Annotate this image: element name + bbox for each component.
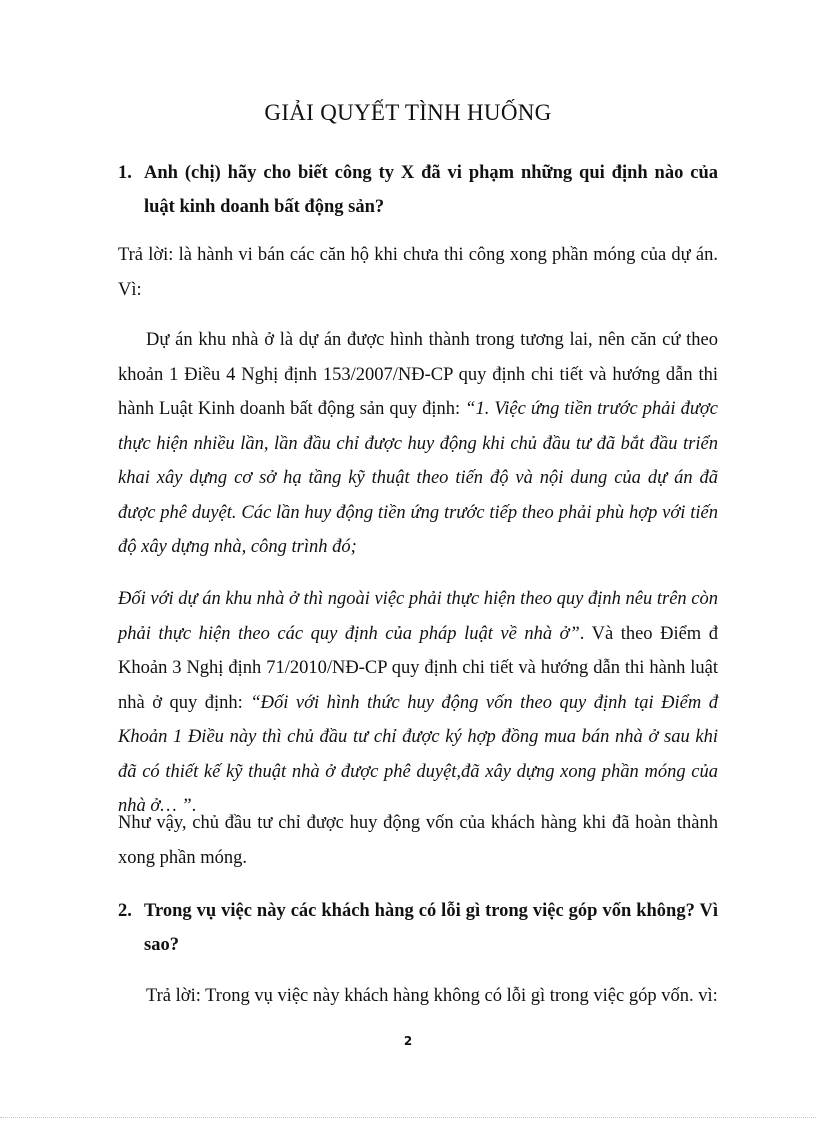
question-2-heading [118, 894, 718, 962]
question-1-text: Anh (chị) hãy cho biết công ty X đã vi phạm những qui định nào của luật kinh doanh bất động sản? [144, 163, 718, 217]
answer-2-intro: Trả lời: Trong vụ việc này khách hàng không có lỗi gì trong việc góp vốn. vì: [146, 986, 718, 1006]
answer-1-paragraph-1-text: Dự án khu nhà ở là dự án được hình thành trong tương lai, nên căn cứ theo khoản 1 Điều 4 Nghị định 153/2007/NĐ-CP quy định chi tiết và hướng dẫn thi hành Luật Kinh doanh bất động sản quy định: [118, 330, 718, 419]
decree-71-quote: “Đối với hình thức huy động vốn theo quy định tại Điểm đ Khoản 1 Điều này thì chủ đầu tư chỉ được ký hợp đồng mua bán nhà ở sau khi đã có thiết kế kỹ thuật nhà ở được phê duyệt,đã xây dựng xong phần móng của nhà ở… ” [118, 692, 718, 816]
answer-1-intro: Trả lời: là hành vi bán các căn hộ khi chưa thi công xong phần móng của dự án. Vì: [118, 245, 718, 300]
page-divider [0, 1117, 816, 1118]
document-title: GIẢI QUYẾT TÌNH HUỐNG [264, 100, 552, 125]
question-1-heading [118, 156, 718, 224]
housing-law-quote: Đối với dự án khu nhà ở thì ngoài việc phải thực hiện theo quy định nêu trên còn phải thực hiện theo các quy định của pháp luật về nhà ở” [118, 589, 718, 644]
question-2-number: 2. [118, 901, 132, 921]
answer-1-conclusion: Như vậy, chủ đầu tư chỉ được huy động vốn của khách hàng khi đã hoàn thành xong phần móng. [118, 813, 718, 868]
page-number: 2 [403, 1034, 413, 1048]
answer-1-paragraph-1 [118, 323, 718, 565]
decree-153-quote: “1. Việc ứng tiền trước phải được thực hiện nhiều lần, lần đầu chỉ được huy động khi chủ đầu tư đã bắt đầu triển khai xây dựng cơ sở hạ tầng kỹ thuật theo tiến độ và nội dung của dự án đã được phê duyệt. Các lần huy động tiền ứng trước tiếp theo phải phù hợp với tiến độ xây dựng nhà, công trình đó; [118, 399, 718, 557]
question-1-number: 1. [118, 163, 132, 183]
question-2-text: Trong vụ việc này các khách hàng có lỗi gì trong việc góp vốn không? Vì sao? [144, 901, 718, 955]
answer-1-paragraph-2 [118, 582, 718, 824]
answer-1-paragraph-2-end: . [191, 796, 197, 816]
answer-1-paragraph-2-text: . Và theo Điểm đ Khoản 3 Nghị định 71/2010/NĐ-CP quy định chi tiết và hướng dẫn thi hành luật nhà ở quy định: [118, 623, 718, 713]
